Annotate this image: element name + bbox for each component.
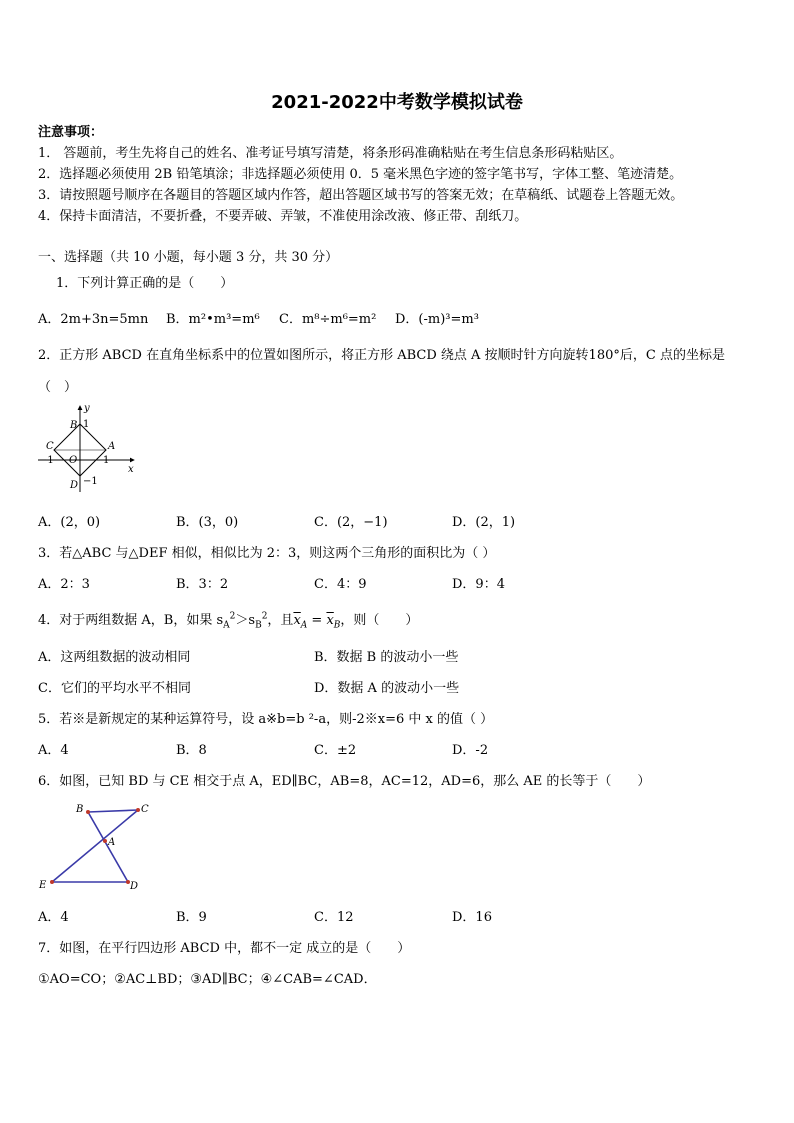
q1-option-a: A．2m+3n=5mn <box>38 312 149 327</box>
tick-neg1-x: −1 <box>39 455 54 466</box>
label-a: A <box>108 837 116 848</box>
q4-stem-pre: 4．对于两组数据 A，B，如果 s <box>38 613 224 628</box>
q5-option-c: C．±2 <box>314 743 357 758</box>
q4-mean-a-sub: A <box>300 620 308 631</box>
label-e: E <box>39 880 47 891</box>
q3-option-a: A．2：3 <box>38 577 90 592</box>
q4-mean-b-sub: B <box>333 620 341 631</box>
point-c-label: C <box>46 441 54 452</box>
q4-stem <box>38 609 418 631</box>
q2-coordinate-figure <box>34 400 144 495</box>
page-title: 2021-2022中考数学模拟试卷 <box>271 92 523 113</box>
q4-and: ，且 <box>267 613 294 628</box>
q2-option-d: D．(2，1) <box>452 515 516 530</box>
q4-gt: ＞s <box>235 613 256 628</box>
q7-statements: ①AO=CO；②AC⊥BD；③AD∥BC；④∠CAB=∠CAD． <box>38 972 377 987</box>
label-b: B <box>76 804 84 815</box>
q4-option-d: D．数据 A 的波动小一些 <box>314 681 460 696</box>
point-e <box>50 880 54 884</box>
q2-option-c: C．(2，−1) <box>314 515 388 530</box>
tick-1-y: 1 <box>83 419 90 430</box>
q4-equals: = <box>307 613 327 628</box>
q4-stem-post: ，则（ ） <box>340 613 419 628</box>
q1-option-d: D．(-m)³=m³ <box>395 312 479 327</box>
q5-option-a: A．4 <box>38 743 69 758</box>
q4-mean-a: $\overline{x}$ <box>293 613 301 628</box>
note-item-1: 1． 答题前，考生先将自己的姓名、准考证号填写清楚，将条形码准确粘贴在考生信息条形码粘贴区。 <box>38 146 623 161</box>
q5-option-d: D．-2 <box>452 743 489 758</box>
q4-sb-sub: B <box>255 620 262 631</box>
q3-option-c: C．4：9 <box>314 577 367 592</box>
q3-stem: 3．若△ABC 与△DEF 相似，相似比为 2：3，则这两个三角形的面积比为（ ） <box>38 546 496 561</box>
q6-option-d: D．16 <box>452 910 492 925</box>
point-a-label: A <box>108 441 116 452</box>
note-item-3: 3．请按照题号顺序在各题目的答题区域内作答，超出答题区域书写的答案无效；在草稿纸、试题卷上答题无效。 <box>38 188 684 203</box>
tick-neg1-y: −1 <box>83 476 98 487</box>
q4-sa-sup: 2 <box>229 611 236 622</box>
x-axis-label: x <box>128 464 134 475</box>
q1-stem: 1．下列计算正确的是（ ） <box>56 276 234 291</box>
q1-option-c: C．m⁸÷m⁶=m² <box>279 312 377 327</box>
q6-option-a: A．4 <box>38 910 69 925</box>
segment-ce <box>52 810 138 882</box>
q6-option-c: C．12 <box>314 910 354 925</box>
q3-option-b: B．3：2 <box>176 577 229 592</box>
q6-stem: 6．如图，已知 BD 与 CE 相交于点 A，ED∥BC，AB=8，AC=12，AD=6，那么 AE 的长等于（ ） <box>38 774 651 789</box>
q2-stem-line1: 2．正方形 ABCD 在直角坐标系中的位置如图所示，将正方形 ABCD 绕点 A 按顺时针方向旋转180°后，C 点的坐标是 <box>38 348 725 363</box>
q4-sb-sup: 2 <box>261 611 268 622</box>
point-d-label: D <box>70 480 79 491</box>
origin-label: O <box>69 455 78 466</box>
point-b-label: B <box>70 420 78 431</box>
q7-stem: 7．如图，在平行四边形 ABCD 中，都不一定 成立的是（ ） <box>38 941 411 956</box>
point-b <box>86 810 90 814</box>
tick-1-x: 1 <box>103 455 110 466</box>
note-item-2: 2．选择题必须使用 2B 铅笔填涂；非选择题必须使用 0．5 毫米黑色字迹的签字笔书写，字体工整、笔迹清楚。 <box>38 167 683 182</box>
point-a <box>103 839 107 843</box>
q2-option-b: B．(3，0) <box>176 515 239 530</box>
q1-option-b: B．m²•m³=m⁶ <box>166 312 260 327</box>
q5-stem: 5．若※是新规定的某种运算符号，设 a※b=b ²-a，则-2※x=6 中 x 的值（ ） <box>38 712 494 727</box>
q4-option-c: C．它们的平均水平不相同 <box>38 681 191 696</box>
section-heading: 一、选择题（共 10 小题，每小题 3 分，共 30 分） <box>38 250 339 265</box>
label-c: C <box>141 804 149 815</box>
q6-option-b: B．9 <box>176 910 207 925</box>
q5-option-b: B．8 <box>176 743 207 758</box>
point-c <box>136 808 140 812</box>
q4-mean-b: $\overline{x}$ <box>326 613 334 628</box>
q4-option-b: B．数据 B 的波动小一些 <box>314 650 459 665</box>
segment-bc <box>88 810 138 812</box>
label-d: D <box>130 881 139 892</box>
q4-option-a: A．这两组数据的波动相同 <box>38 650 191 665</box>
q2-stem-line2: （ ） <box>38 380 78 395</box>
q4-sa-sub: A <box>223 620 230 631</box>
q2-option-a: A．(2，0) <box>38 515 101 530</box>
q3-option-d: D．9：4 <box>452 577 505 592</box>
notes-heading: 注意事项： <box>38 125 104 140</box>
y-axis-label: y <box>84 403 90 414</box>
note-item-4: 4．保持卡面清洁，不要折叠，不要弄破、弄皱，不准使用涂改液、修正带、刮纸刀。 <box>38 209 528 224</box>
q6-triangle-figure <box>34 798 154 894</box>
